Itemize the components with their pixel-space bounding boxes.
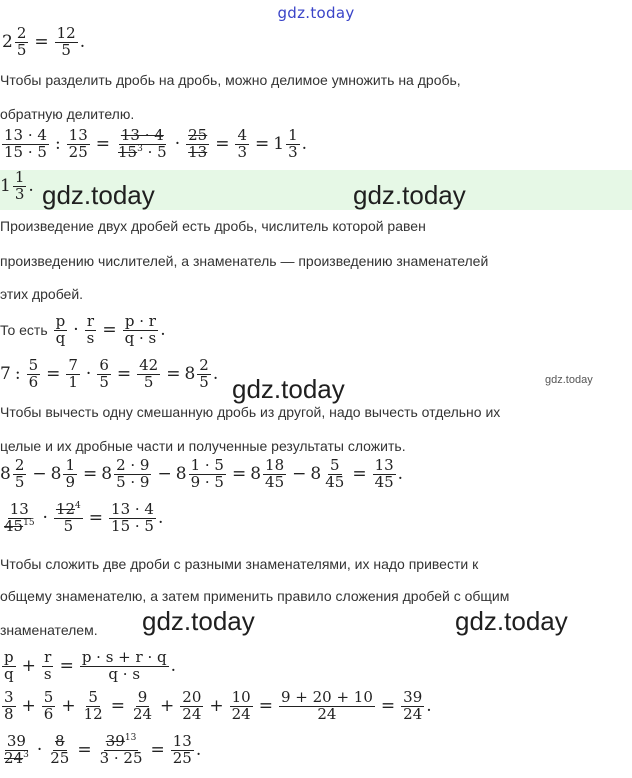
- numerator: 42: [139, 356, 159, 374]
- times: ·: [73, 320, 79, 341]
- numerator: 13: [172, 732, 192, 750]
- whole: 8: [50, 464, 62, 485]
- numerator: 9 + 20 + 10: [280, 688, 373, 706]
- numerator: r: [44, 648, 52, 666]
- fraction: [48, 734, 71, 767]
- denominator: 9: [65, 472, 75, 491]
- denominator: 12: [83, 704, 103, 723]
- denominator: 45: [4, 516, 24, 535]
- equals: =: [166, 364, 181, 385]
- fraction: [42, 650, 54, 683]
- numerator: 1: [65, 456, 75, 474]
- site-header[interactable]: gdz.today: [277, 4, 355, 22]
- fraction: [2, 502, 37, 535]
- whole: 8: [0, 464, 11, 485]
- fraction: [2, 734, 31, 767]
- fraction: [66, 358, 80, 391]
- divide: :: [54, 134, 61, 155]
- numerator: p: [4, 648, 14, 666]
- fraction: [13, 170, 27, 203]
- equals: =: [116, 364, 132, 385]
- denominator: q · s: [108, 664, 141, 683]
- period: .: [160, 320, 166, 341]
- period: .: [157, 508, 164, 529]
- denominator: 3 · 25: [99, 748, 143, 767]
- minus: −: [32, 464, 47, 485]
- equation-8: [0, 650, 176, 683]
- numerator: 13: [68, 126, 88, 144]
- fraction: [13, 458, 27, 491]
- fraction: [114, 458, 151, 491]
- numerator: p · s + r · q: [81, 648, 167, 666]
- equals: =: [150, 740, 165, 761]
- equals: =: [83, 464, 98, 485]
- denominator: 9 · 5: [190, 472, 224, 491]
- plus: +: [160, 696, 175, 717]
- equals: =: [88, 508, 104, 529]
- numerator: 6: [99, 356, 109, 374]
- numerator: 5: [329, 456, 340, 474]
- numerator: 18: [265, 456, 285, 474]
- equals: =: [352, 464, 367, 485]
- denominator: 24: [4, 748, 24, 767]
- text-line: общему знаменателю, а затем применить правило сложения дробей с общим: [0, 588, 510, 604]
- fraction: [2, 128, 49, 161]
- denominator: 45: [325, 472, 345, 491]
- numerator: 1: [288, 126, 298, 144]
- times: ·: [36, 740, 43, 761]
- fraction: [55, 26, 78, 59]
- whole: 8: [175, 464, 187, 485]
- whole: 1: [273, 134, 285, 155]
- fraction: [373, 458, 396, 491]
- plus: +: [61, 696, 76, 717]
- equals: =: [380, 696, 396, 717]
- denominator: 6: [43, 704, 54, 723]
- fraction: [180, 690, 203, 723]
- whole: 8: [101, 464, 113, 485]
- numerator: 13 · 4: [111, 500, 154, 518]
- text-inline: То есть: [0, 322, 48, 339]
- denominator: 24: [231, 704, 251, 723]
- fraction: [186, 128, 209, 161]
- denominator: q: [4, 664, 14, 683]
- numerator: 13 · 4: [120, 126, 164, 144]
- denominator: 25: [68, 142, 88, 161]
- denominator: 24: [317, 704, 337, 723]
- fraction: [27, 358, 41, 391]
- equation-5: [0, 358, 218, 391]
- numerator: 2: [14, 456, 25, 474]
- numerator: 39: [105, 732, 125, 750]
- denominator: 8: [4, 704, 14, 723]
- denominator: s: [43, 664, 52, 683]
- numerator: 5: [88, 688, 98, 706]
- equation-3: [0, 170, 34, 203]
- denominator: 25: [172, 748, 192, 767]
- numerator: 12: [56, 24, 76, 42]
- numerator: 1 · 5: [190, 456, 224, 474]
- equals: =: [102, 320, 117, 341]
- text-line: Чтобы разделить дробь на дробь, можно делимое умножить на дробь,: [0, 72, 461, 88]
- equals: =: [258, 696, 273, 717]
- period: .: [28, 176, 34, 197]
- times: ·: [174, 134, 181, 155]
- denominator: 3: [237, 142, 247, 161]
- superscript: 3: [23, 749, 29, 760]
- fraction: [98, 734, 145, 767]
- whole: 8: [250, 464, 262, 485]
- denominator: s: [86, 328, 95, 347]
- equation-9: [0, 690, 432, 723]
- equals: =: [231, 464, 247, 485]
- denominator: 5: [16, 40, 27, 59]
- divide: :: [14, 364, 21, 385]
- plus: +: [21, 656, 36, 677]
- denominator-rest: · 5: [142, 142, 167, 161]
- numerator: 13: [9, 500, 29, 518]
- times: ·: [85, 364, 92, 385]
- fraction: [189, 458, 226, 491]
- numerator: p · r: [124, 312, 156, 330]
- fraction: [63, 458, 77, 491]
- text-line: целые и их дробные части и полученные результаты сложить.: [0, 438, 406, 454]
- minus: −: [292, 464, 307, 485]
- equals: =: [255, 134, 270, 155]
- text-line: Произведение двух дробей есть дробь, числитель которой равен: [0, 218, 426, 234]
- numerator: 1: [14, 168, 25, 186]
- equation-1: [2, 26, 85, 59]
- numerator: 2: [16, 24, 27, 42]
- denominator: 13: [188, 142, 208, 161]
- equals: =: [34, 32, 49, 53]
- fraction: [82, 690, 105, 723]
- period: .: [79, 32, 86, 53]
- denominator: 5: [99, 372, 109, 391]
- fraction: [279, 690, 375, 723]
- whole: 8: [310, 464, 322, 485]
- denominator: 24: [403, 704, 423, 723]
- numerator: 39: [403, 688, 423, 706]
- numerator: 3: [4, 688, 14, 706]
- watermark: gdz.today: [455, 606, 568, 636]
- fraction: [97, 358, 111, 391]
- fraction: [131, 690, 154, 723]
- text-line: обратную делителю.: [0, 106, 135, 122]
- denominator: 24: [132, 704, 153, 723]
- denominator: 5: [143, 372, 154, 391]
- plus: +: [21, 696, 36, 717]
- numerator: 7: [68, 356, 78, 374]
- whole: 7: [0, 364, 11, 385]
- numerator: r: [86, 312, 95, 330]
- text-line: Чтобы сложить две дроби с разными знаменателями, их надо привести к: [0, 556, 479, 572]
- fraction: [2, 690, 16, 723]
- denominator: 15 · 5: [4, 142, 47, 161]
- superscript: 3: [137, 143, 143, 154]
- watermark-small: gdz.today: [545, 374, 593, 386]
- superscript: 4: [75, 501, 81, 511]
- numerator: 8: [55, 732, 65, 750]
- fraction: [123, 314, 159, 347]
- period: .: [212, 364, 219, 385]
- fraction: [67, 128, 90, 161]
- equation-10: [0, 734, 201, 767]
- minus: −: [157, 464, 172, 485]
- numerator: 5: [28, 356, 39, 374]
- denominator: 6: [28, 372, 39, 391]
- denominator: 15 · 5: [111, 516, 154, 535]
- plus: +: [209, 696, 224, 717]
- period: .: [170, 656, 177, 677]
- equation-6: [0, 458, 403, 491]
- denominator: q · s: [124, 328, 157, 347]
- fraction: [54, 502, 83, 535]
- superscript: 13: [124, 733, 137, 743]
- numerator: 5: [43, 688, 54, 706]
- denominator: 5: [199, 372, 209, 391]
- numerator: 13 · 4: [4, 126, 47, 144]
- fraction: [197, 358, 211, 391]
- equation-2: [0, 128, 307, 161]
- denominator: 24: [182, 704, 202, 723]
- fraction: [286, 128, 300, 161]
- times: ·: [42, 508, 48, 529]
- denominator: 25: [50, 748, 70, 767]
- equation-4: [0, 314, 166, 347]
- fraction: [137, 358, 160, 391]
- numerator: 25: [188, 126, 208, 144]
- denominator: 1: [68, 372, 78, 391]
- denominator: 15: [118, 142, 138, 161]
- fraction: [230, 690, 253, 723]
- equals: =: [59, 656, 74, 677]
- text-line: этих дробей.: [0, 286, 84, 302]
- fraction: [109, 502, 156, 535]
- fraction: [401, 690, 424, 723]
- equals: =: [77, 740, 92, 761]
- fraction: [54, 314, 68, 347]
- fraction: [323, 458, 346, 491]
- denominator: 5: [63, 516, 74, 535]
- numerator: 20: [182, 688, 202, 706]
- numerator: 12: [55, 500, 76, 518]
- fraction: [263, 458, 286, 491]
- text-line: Чтобы вычесть одну смешанную дробь из другой, надо вычесть отдельно их: [0, 404, 501, 420]
- text-line: произведению числителей, а знаменатель — произведению знаменателей: [0, 253, 489, 269]
- numerator: 10: [231, 688, 251, 706]
- fraction: [171, 734, 194, 767]
- numerator: 4: [237, 126, 247, 144]
- denominator: 5 · 9: [116, 472, 150, 491]
- fraction: [235, 128, 249, 161]
- equals: =: [46, 364, 61, 385]
- equals: =: [95, 134, 111, 155]
- denominator: 45: [374, 472, 394, 491]
- watermark: gdz.today: [42, 180, 155, 210]
- period: .: [397, 464, 404, 485]
- whole: 8: [184, 364, 196, 385]
- fraction: [2, 650, 16, 683]
- superscript: 15: [23, 517, 35, 528]
- denominator: 45: [265, 472, 285, 491]
- denominator: q: [55, 328, 66, 347]
- denominator: 3: [288, 142, 298, 161]
- fraction: [85, 314, 97, 347]
- fraction: [42, 690, 56, 723]
- whole: 2: [2, 32, 13, 53]
- period: .: [301, 134, 308, 155]
- text-line: знаменателем.: [0, 622, 98, 638]
- denominator: 5: [61, 40, 71, 59]
- whole: 1: [0, 176, 11, 197]
- denominator: 3: [14, 184, 25, 203]
- period: .: [426, 696, 432, 717]
- numerator: 13: [374, 456, 394, 474]
- numerator: p: [55, 312, 66, 330]
- denominator: 5: [14, 472, 25, 491]
- fraction: [80, 650, 169, 683]
- period: .: [195, 740, 202, 761]
- numerator: 39: [6, 732, 26, 750]
- watermark: gdz.today: [353, 180, 466, 210]
- equals: =: [215, 134, 230, 155]
- equation-7: [0, 502, 163, 535]
- watermark: gdz.today: [142, 606, 255, 636]
- watermark: gdz.today: [232, 374, 345, 404]
- fraction: [116, 128, 169, 161]
- equals: =: [110, 696, 125, 717]
- numerator: 2: [199, 356, 209, 374]
- fraction: [15, 26, 29, 59]
- numerator: 2 · 9: [116, 456, 150, 474]
- numerator: 9: [137, 688, 148, 706]
